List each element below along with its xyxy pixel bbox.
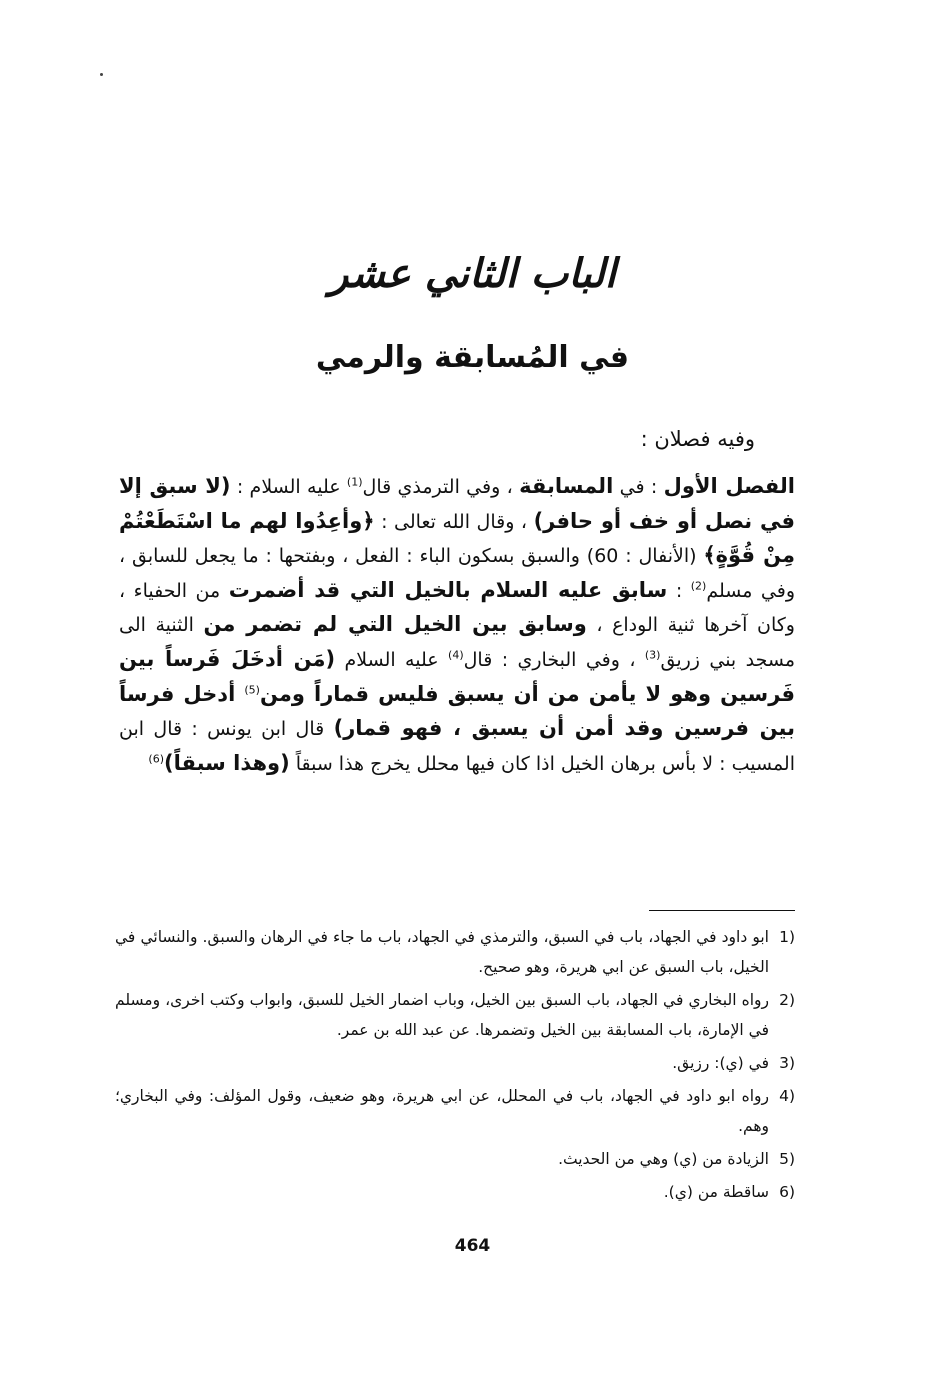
hadith-quote: (وهذا سبقاً)	[164, 750, 290, 775]
hadith-quote: (مَن أدخَلَ فَرساً بين فَرسين وهو لا يأمن من أن يسبق فليس قماراً ومن	[119, 646, 796, 706]
scan-speck	[100, 73, 103, 76]
footnote-number: 3)	[779, 1054, 795, 1072]
text-run: ، وفي البخاري : قال	[463, 648, 645, 671]
footnote	[115, 1144, 795, 1174]
text-run: قال ابن يونس : قال ابن المسيب : لا بأس برهان الخيل اذا كان فيها محلل يخرج هذا سبقاً	[119, 718, 795, 775]
text-run: عليه السلام	[335, 648, 449, 671]
page-number: 464	[454, 1236, 491, 1256]
text-run: ، وقال الله تعالى :	[374, 510, 534, 533]
quran-verse: ﴿وأعِدُوا لهم ما اسْتَطَعْتُمْ مِنْ قُوَّةٍ﴾	[119, 508, 795, 568]
intro-line: وفيه فصلان :	[640, 427, 755, 451]
footnote-number: 6)	[779, 1183, 795, 1201]
text-run: ، وفي الترمذي قال	[362, 476, 520, 498]
hadith-quote: وسابق بين الخيل التي لم تضمر من	[203, 612, 587, 637]
footnote	[115, 985, 795, 1045]
footnote-marker: (2)	[690, 579, 707, 593]
footnote-number: 2)	[779, 991, 795, 1009]
text-run: :	[667, 579, 691, 602]
footnote	[115, 1177, 795, 1207]
footnote	[115, 1048, 795, 1078]
text-run: (الأنفال : 60) والسبق بسكون الباء : الفعل ، وبفتحها : ما يجعل للسابق ، وفي مسلم	[119, 545, 796, 602]
footnote-marker: (4)	[448, 648, 464, 662]
hadith-quote: (لا سبق إلا في نصل أو خف أو حافر)	[119, 474, 795, 533]
section-heading: الفصل الأول	[663, 474, 795, 498]
footnote-marker: (5)	[244, 683, 260, 697]
footnote-marker: (3)	[644, 648, 661, 662]
footnote-text: ساقطة من (ي).	[663, 1183, 769, 1201]
footnote-number: 1)	[779, 928, 795, 946]
footnote-marker: (6)	[148, 752, 164, 766]
footnote-text: في (ي): رزيق.	[672, 1054, 769, 1072]
footnote-number: 4)	[779, 1087, 795, 1105]
footnote-text: الزيادة من (ي) وهي من الحديث.	[558, 1150, 769, 1168]
footnote-separator	[649, 910, 795, 911]
footnote-marker: (1)	[346, 475, 363, 489]
hadith-quote: سابق عليه السلام بالخيل التي قد أضمرت	[228, 577, 668, 602]
footnote-text: رواه ابو داود في الجهاد، باب في المحلل، عن ابي هريرة، وهو ضعيف، وقول المؤلف: وفي البخاري؛ وهم.	[115, 1087, 769, 1135]
footnote	[115, 922, 795, 982]
bold-term: المسابقة	[519, 474, 614, 498]
main-paragraph	[119, 470, 795, 781]
footnotes-list	[115, 922, 795, 1210]
footnote	[115, 1081, 795, 1141]
footnote-text: ابو داود في الجهاد، باب في السبق، والترمذي في الجهاد، باب ما جاء في الرهان والسبق. والنسائي في الخيل، باب السبق عن ابي هريرة، وهو صحيح.	[115, 928, 769, 976]
hadith-quote: أدخل فرساً بين فرسين وقد أمن أن يسبق ، فهو قمار)	[119, 681, 795, 741]
text-run: : في	[613, 476, 664, 498]
chapter-title: الباب الثاني عشر	[329, 250, 616, 297]
footnote-number: 5)	[779, 1150, 795, 1168]
text-run: من الحفياء ، وكان آخرها ثنية الوداع ،	[119, 579, 795, 637]
text-run: عليه السلام :	[230, 476, 347, 498]
chapter-subtitle: في المُسابقة والرمي	[315, 340, 630, 375]
footnote-text: رواه البخاري في الجهاد، باب السبق بين الخيل، وباب اضمار الخيل للسبق، وابواب وكتب اخرى، ومسلم في الإمارة، باب المسابقة بين الخيل وتضمرها. عن عبد الله بن عمر.	[115, 991, 769, 1039]
text-run: الثنية الى مسجد بني زريق	[119, 614, 795, 671]
